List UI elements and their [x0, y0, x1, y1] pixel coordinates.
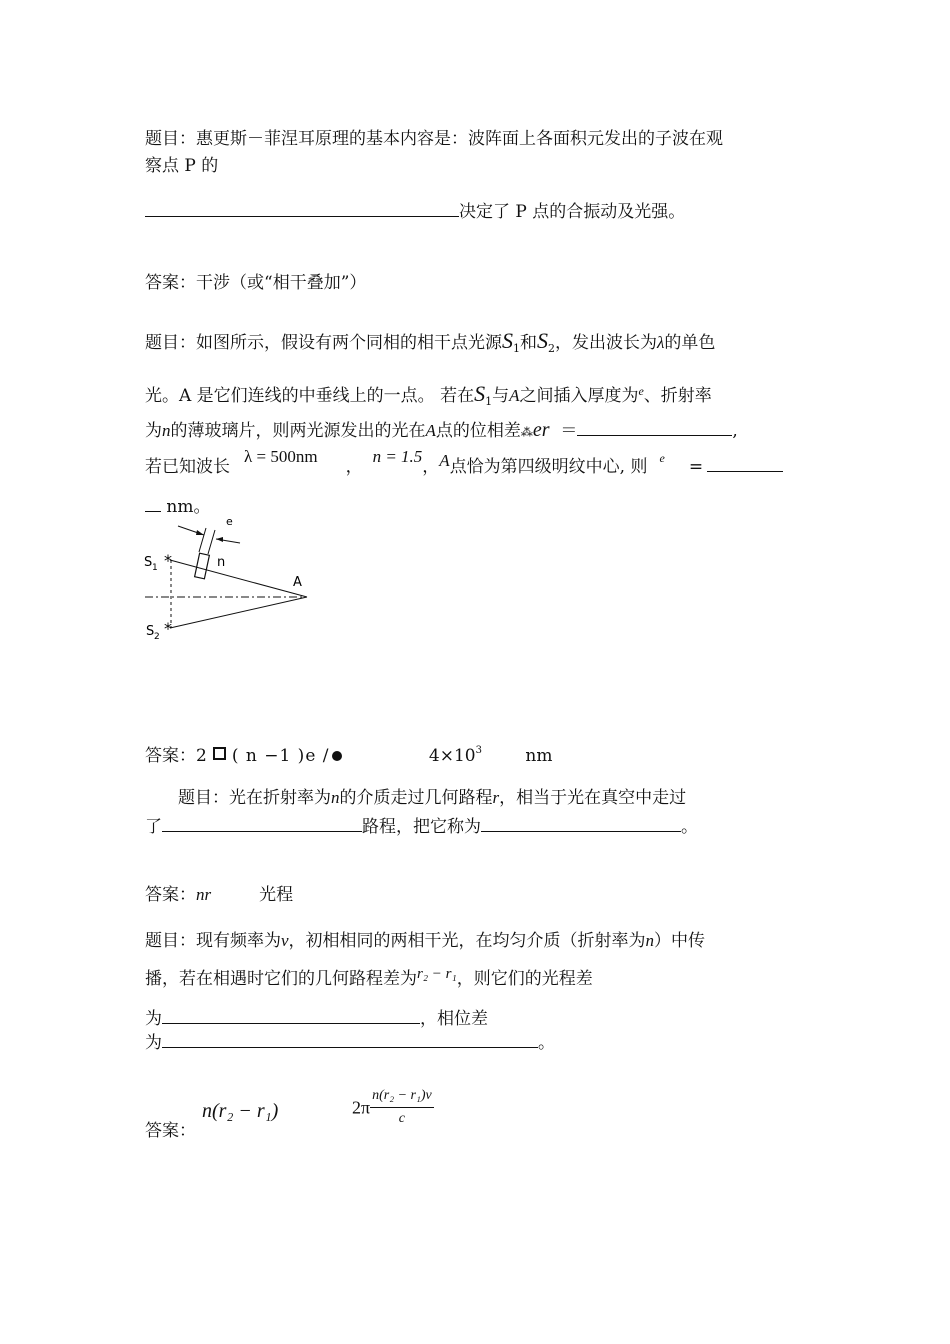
fig-n-label: n [217, 555, 226, 570]
q2-answer [145, 740, 552, 767]
q2-text: 的单色 [664, 333, 716, 353]
q3-answer-nr: nr [196, 885, 212, 904]
q2-S2: S [537, 328, 548, 353]
q1-line3-suffix: 决定了 P 点的合振动及光强。 [459, 202, 686, 222]
q4-line4 [145, 1031, 555, 1054]
q4-text: ，相位差 [420, 1009, 488, 1029]
q2-text: 点恰为第四级明纹中心, 则 [449, 457, 648, 477]
q2-line4 [145, 447, 783, 479]
source-s2-star: * [164, 619, 172, 638]
fig-S2-sub: 2 [154, 632, 160, 642]
q4-answer2-num: n(r₂ − r₁)ν [370, 1085, 434, 1108]
q3-text: 的介质走过几何路程 [339, 788, 493, 808]
q4-text: ）中传 [654, 931, 706, 951]
q2-blank2 [707, 455, 783, 472]
fig-A-label: A [293, 575, 302, 590]
q2-answer-unit: nm [525, 746, 553, 766]
q4-text: 播，若在相遇时它们的几何路程差为 [145, 969, 417, 989]
glass-slab [195, 553, 210, 579]
q2-answer-label: 答案：2 [145, 746, 207, 766]
q4-text: ，初相相同的两相干光，在均匀介质（折射率为 [288, 931, 646, 951]
q2-text: 题目：如图所示，假设有两个同相的相干点光源 [145, 333, 502, 353]
q2-symbol: ⁂ [520, 425, 533, 439]
q4-answer2 [352, 1085, 434, 1130]
q4-answer1: n(r₂ − r₁) [202, 1100, 279, 1122]
q2-text: 光。A 是它们连线的中垂线上的一点。 若在 [145, 386, 475, 406]
q1-blank [145, 200, 459, 217]
q2-comma: , [732, 421, 738, 441]
optics-figure [140, 508, 320, 648]
source-s1-star: * [164, 551, 172, 570]
q4-path-diff: r₂ − r₁ [417, 966, 457, 982]
q4-line2 [145, 968, 593, 991]
ray-s2-a [170, 597, 307, 628]
q3-line1 [178, 787, 686, 809]
q2-S1-sub: 1 [513, 342, 520, 355]
fig-S2-label: S [146, 624, 155, 639]
e-ext-left [199, 528, 206, 552]
q2-comma: ， [422, 457, 440, 477]
q4-nu: ν [281, 931, 289, 950]
q3-r: r [492, 788, 500, 807]
q3-answer-label: 答案： [145, 885, 196, 905]
q2-and: 与 [492, 386, 510, 406]
q2-text: 为 [145, 421, 162, 441]
q1-answer: 答案：干涉（或“相干叠加”） [145, 273, 367, 293]
q2-n-value: n = 1.5 [372, 447, 423, 466]
q2-e: e [638, 384, 644, 398]
q2-and: 和 [520, 333, 537, 353]
q2-n: n [162, 421, 171, 440]
q4-answer2-pre: 2π [352, 1097, 371, 1118]
q2-line2 [145, 380, 712, 413]
q2-line1 [145, 330, 715, 360]
q1-line3 [145, 200, 685, 223]
q2-line3 [145, 419, 738, 443]
fig-S1-label: S [144, 555, 153, 570]
q4-line3 [145, 1007, 488, 1030]
q2-text: 、折射率 [643, 386, 712, 406]
q4-text: 题目：现有频率为 [145, 931, 281, 951]
q3-n: n [331, 788, 340, 807]
e-arrowhead-left [196, 530, 204, 535]
q4-text: ，则它们的光程差 [456, 969, 593, 989]
q2-S1-sub: 1 [485, 395, 493, 408]
q3-text: 了 [145, 817, 162, 837]
q2-text: 若已知波长 [145, 457, 230, 477]
q4-answer2-fraction [370, 1085, 434, 1130]
q3-blank1 [162, 815, 362, 832]
q4-blank2 [162, 1031, 538, 1048]
q2-answer-value: 4×10 [428, 746, 476, 766]
q2-text: 的薄玻璃片，则两光源发出的光在 [170, 421, 426, 441]
q4-text: 为 [145, 1009, 162, 1029]
q1-line2: 察点 P 的 [145, 156, 219, 176]
q3-text: 路程，把它称为 [362, 817, 481, 837]
q2-comma: ， [345, 457, 363, 477]
q2-eq: ＝ [560, 421, 578, 441]
q2-answer-mid: ( n −1 )e / [231, 746, 330, 766]
q2-er: er [532, 419, 550, 441]
q3-text: 题目：光在折射率为 [178, 788, 331, 808]
q3-answer [145, 884, 293, 906]
q2-answer-exp: 3 [475, 745, 482, 756]
q2-text: ，发出波长为 [555, 333, 657, 353]
q4-answer2-den: c [398, 1111, 406, 1126]
q2-e: e [659, 451, 665, 465]
ray-s1-a [170, 560, 307, 597]
q3-line2 [145, 815, 698, 838]
q4-text: 为 [145, 1033, 162, 1053]
q2-eq: = [688, 457, 704, 477]
q2-A: A [425, 421, 436, 440]
q4-line1 [145, 930, 705, 952]
q3-answer-term: 光程 [259, 885, 294, 905]
e-ext-right [208, 530, 215, 554]
q2-text: 之间插入厚度为 [519, 386, 639, 406]
q4-answer-label: 答案： [145, 1121, 196, 1141]
q2-S1: S [502, 328, 513, 353]
q4-text: 。 [538, 1033, 555, 1053]
q2-S1: S [474, 381, 486, 406]
q2-blank1 [577, 419, 732, 436]
q2-lambda-value: λ = 500nm [244, 447, 318, 466]
q2-text: 点的位相差 [435, 421, 521, 441]
q4-blank1 [162, 1007, 420, 1024]
lambda-placeholder-icon [332, 751, 342, 761]
q2-S2-sub: 2 [548, 342, 555, 355]
fig-e-label: e [226, 515, 233, 528]
fig-S1-sub: 1 [152, 563, 158, 573]
q2-A: A [439, 451, 450, 470]
q3-text: ，相当于光在真空中走过 [499, 788, 687, 808]
q2-lambda: λ [657, 333, 665, 352]
q1-line1: 题目：惠更斯－菲涅耳原理的基本内容是：波阵面上各面积元发出的子波在观 [145, 129, 723, 149]
pi-placeholder-icon [213, 747, 226, 760]
q2-A: A [509, 386, 520, 405]
q2-unit: nm。 [166, 497, 211, 517]
q4-n: n [645, 931, 655, 950]
q3-text: 。 [681, 817, 698, 837]
q3-blank2 [481, 815, 681, 832]
